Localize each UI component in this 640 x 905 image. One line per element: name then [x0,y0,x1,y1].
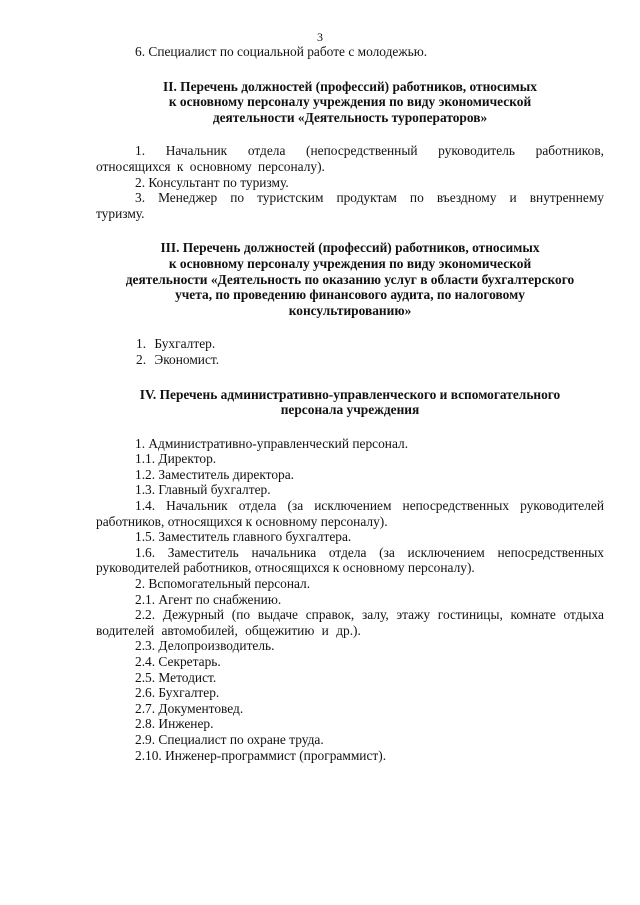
section-3-list [96,336,604,367]
section-4-item: 1.2. Заместитель директора. [135,466,295,482]
section-4-item: 1. Административно-управленческий персонал. [135,435,409,451]
section-4-item: 2.8. Инженер. [135,716,214,732]
section-4-item: 2.2. Дежурный (по выдаче справок, залу, этажу гостиницы, комнате отдыха водителей автомобилей, общежитию и др.). [96,607,604,638]
section-2-item: 1. Начальник отдела (непосредственный руководитель работников, относящихся к основному персоналу). [96,143,604,174]
section-4-heading [96,387,604,418]
section-3-item-number: 1. [136,336,147,352]
section-2-item: 3. Менеджер по туристским продуктам по въездному и внутреннему туризму. [96,190,604,221]
section-4-item: 1.5. Заместитель главного бухгалтера. [135,529,352,545]
section-4-item: 1.1. Директор. [135,451,217,467]
section-4-heading-line: персонала учреждения [280,402,420,418]
list-item-intro: 6. Специалист по социальной работе с молодежью. [135,44,428,59]
section-4-item: 2.4. Секретарь. [135,654,221,669]
section-3-heading-line: к основному персоналу учреждения по виду экономической [168,255,532,271]
section-3-heading-line: деятельности «Деятельность по оказанию услуг в области бухгалтерского [125,271,575,287]
section-4-item: 2.10. Инженер-программист (программист). [135,747,387,763]
page-number: 3 [317,30,323,44]
section-2-heading-line: деятельности «Деятельность туроператоров» [212,109,488,125]
section-3-heading-line: III. Перечень должностей (профессий) работников, относимых [160,240,540,256]
section-3-heading-line: учета, по проведению финансового аудита, по налоговому [175,287,525,303]
section-3-item-text: Бухгалтер. [154,336,216,352]
section-4-item: 2.1. Агент по снабжению. [135,591,282,607]
section-4-item: 2.7. Документовед. [135,700,244,716]
section-3-item-text: Экономист. [154,351,220,367]
section-4-heading-line: IV. Перечень административно-управленческого и вспомогательного [139,386,561,402]
section-4-item: 2.6. Бухгалтер. [135,685,220,701]
section-4-item: 2.3. Делопроизводитель. [135,638,275,654]
section-3-item-number: 2. [136,351,147,367]
section-2-heading-line: к основному персоналу учреждения по виду экономической [168,94,532,110]
section-4-item: 1.6. Заместитель начальника отдела (за исключением непосредственных руководителей работников, относящихся к основному персоналу). [96,544,604,576]
section-3-heading [96,240,604,318]
section-3-item [136,336,604,352]
section-4-item: 2. Вспомогательный персонал. [135,576,311,592]
section-4-item: 1.4. Начальник отдела (за исключением непосредственных руководителей работников, относящихся к основному персоналу). [96,498,604,529]
section-2-heading [96,79,604,126]
section-2-item: 2. Консультант по туризму. [135,174,289,190]
section-3-item [136,352,604,368]
section-4-item: 1.3. Главный бухгалтер. [135,482,271,498]
section-3-heading-line: консультированию» [288,302,412,318]
section-2-heading-line: II. Перечень должностей (профессий) работников, относимых [163,78,537,94]
section-4-item: 2.5. Методист. [135,669,217,685]
section-4-item: 2.9. Специалист по охране труда. [135,731,324,747]
document-body [96,44,604,763]
